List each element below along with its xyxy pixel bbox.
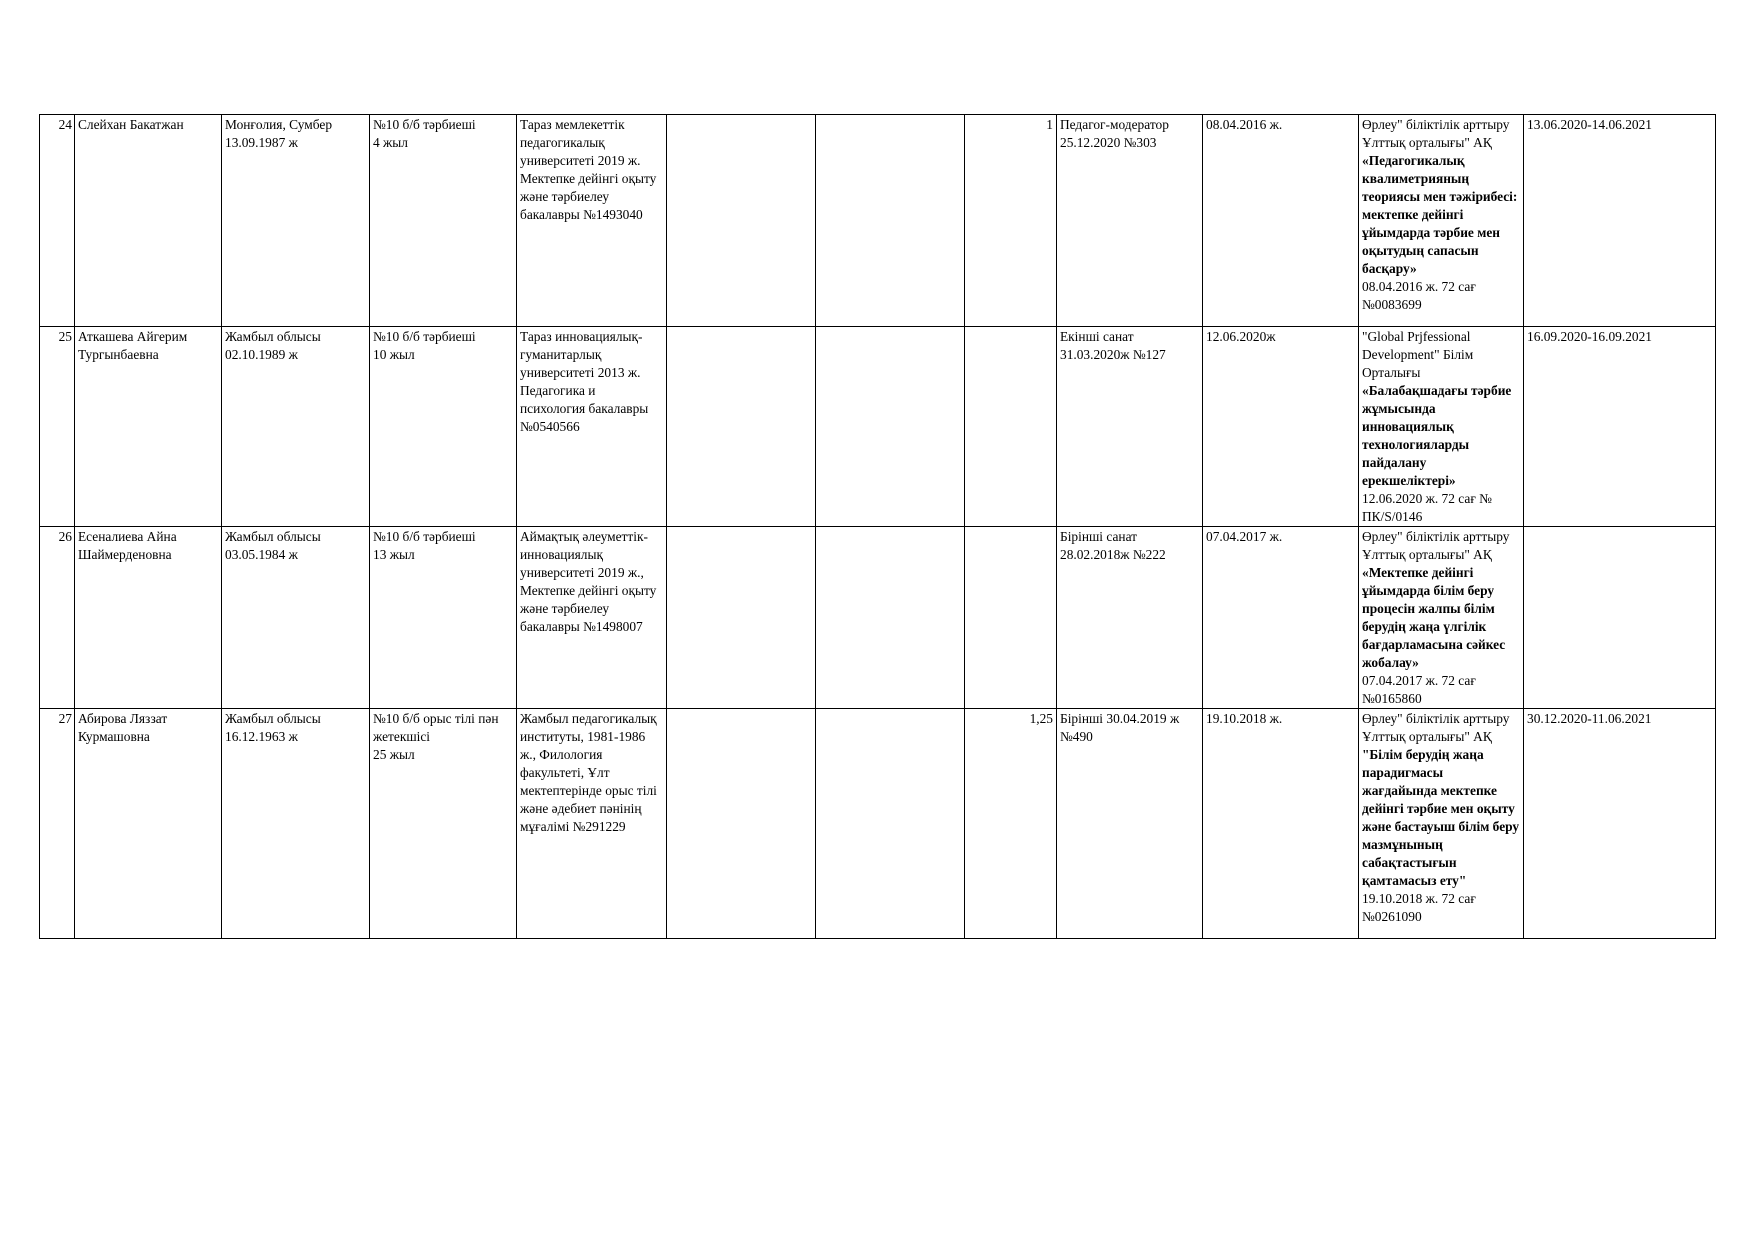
- table-row: [40, 709, 1716, 939]
- birth-place: Монғолия, Сумбер: [225, 117, 333, 132]
- category: Педагог-модератор 25.12.2020 №303: [1057, 115, 1203, 327]
- course-org: Өрлеу" біліктілік арттыру Ұлттық орталығы" АҚ: [1362, 117, 1510, 150]
- workload-rate: 1: [965, 115, 1057, 327]
- education: Аймақтық әлеуметтік-инновациялық университеті 2019 ж., Мектепке дейінгі оқыту және тәрбиелеу бакалавры №1498007: [517, 527, 667, 709]
- workload-rate: 1,25: [965, 709, 1057, 939]
- course-cell: [1359, 115, 1524, 327]
- birth-place: Жамбыл облысы: [225, 329, 321, 344]
- education: Тараз инновациялық-гуманитарлық университеті 2013 ж. Педагогика и психология бакалавры №0540566: [517, 327, 667, 527]
- course-cell: [1359, 527, 1524, 709]
- course-title: «Мектепке дейінгі ұйымдарда білім беру процесін жалпы білім берудің жаңа үлгілік бағдарламасына сәйкес жобалау»: [1362, 565, 1506, 670]
- course-period: 30.12.2020-11.06.2021: [1524, 709, 1716, 939]
- full-name: Слейхан Бакатжан: [75, 115, 222, 327]
- course-title: «Педагогикалық квалиметрияның теориясы мен тәжірибесі: мектепке дейінгі ұйымдарда тәрбие мен оқытудың сапасын басқару»: [1362, 153, 1518, 276]
- experience: 4 жыл: [373, 135, 408, 150]
- empty-cell: [816, 327, 965, 527]
- row-number: 26: [40, 527, 75, 709]
- position: №10 б/б орыс тілі пән жетекшісі: [373, 711, 499, 744]
- full-name: Есеналиева Айна Шаймерденовна: [75, 527, 222, 709]
- empty-cell: [667, 115, 816, 327]
- birth-date: 02.10.1989 ж: [225, 347, 298, 362]
- course-org: Өрлеу" біліктілік арттыру Ұлттық орталығы" АҚ: [1362, 711, 1510, 744]
- experience: 25 жыл: [373, 747, 415, 762]
- course-title: «Балабақшадағы тәрбие жұмысында инновациялық технологияларды пайдалану ерекшеліктері»: [1362, 383, 1512, 488]
- full-name: Абирова Ляззат Курмашовна: [75, 709, 222, 939]
- empty-cell: [816, 709, 965, 939]
- education: Тараз мемлекеттік педагогикалық университеті 2019 ж. Мектепке дейінгі оқыту және тәрбиелеу бакалавры №1493040: [517, 115, 667, 327]
- attestation-date: 07.04.2017 ж.: [1203, 527, 1359, 709]
- course-details: 08.04.2016 ж. 72 сағ №0083699: [1362, 279, 1476, 312]
- birth-cell: [222, 709, 370, 939]
- attestation-date: 08.04.2016 ж.: [1203, 115, 1359, 327]
- birth-cell: [222, 327, 370, 527]
- category: Бірінші 30.04.2019 ж №490: [1057, 709, 1203, 939]
- empty-cell: [667, 527, 816, 709]
- birth-date: 03.05.1984 ж: [225, 547, 298, 562]
- course-org: "Global Prjfessional Development" Білім Орталығы: [1362, 329, 1474, 380]
- course-period: 16.09.2020-16.09.2021: [1524, 327, 1716, 527]
- table-row: [40, 115, 1716, 327]
- attestation-date: 12.06.2020ж: [1203, 327, 1359, 527]
- row-number: 25: [40, 327, 75, 527]
- course-org: Өрлеу" біліктілік арттыру Ұлттық орталығы" АҚ: [1362, 529, 1510, 562]
- course-details: 12.06.2020 ж. 72 сағ № ПК/S/0146: [1362, 491, 1492, 524]
- attestation-date: 19.10.2018 ж.: [1203, 709, 1359, 939]
- course-details: 07.04.2017 ж. 72 сағ №0165860: [1362, 673, 1476, 706]
- row-number: 24: [40, 115, 75, 327]
- empty-cell: [816, 527, 965, 709]
- position-cell: [370, 327, 517, 527]
- workload-rate: [965, 527, 1057, 709]
- position-cell: [370, 527, 517, 709]
- empty-cell: [816, 115, 965, 327]
- position: №10 б/б тәрбиеші: [373, 329, 476, 344]
- birth-place: Жамбыл облысы: [225, 529, 321, 544]
- position: №10 б/б тәрбиеші: [373, 117, 476, 132]
- row-number: 27: [40, 709, 75, 939]
- table-row: [40, 527, 1716, 709]
- course-period: 13.06.2020-14.06.2021: [1524, 115, 1716, 327]
- birth-date: 16.12.1963 ж: [225, 729, 298, 744]
- table-row: [40, 327, 1716, 527]
- course-cell: [1359, 709, 1524, 939]
- experience: 13 жыл: [373, 547, 415, 562]
- course-period: [1524, 527, 1716, 709]
- education: Жамбыл педагогикалық институты, 1981-1986 ж., Филология факультеті, Ұлт мектептерінде орыс тілі және әдебиет пәнінің мұғалімі №291229: [517, 709, 667, 939]
- birth-date: 13.09.1987 ж: [225, 135, 298, 150]
- course-cell: [1359, 327, 1524, 527]
- birth-place: Жамбыл облысы: [225, 711, 321, 726]
- birth-cell: [222, 527, 370, 709]
- position-cell: [370, 709, 517, 939]
- category: Бірінші санат 28.02.2018ж №222: [1057, 527, 1203, 709]
- workload-rate: [965, 327, 1057, 527]
- full-name: Аткашева Айгерим Тургынбаевна: [75, 327, 222, 527]
- position-cell: [370, 115, 517, 327]
- course-title: "Білім берудің жаңа парадигмасы жағдайында мектепке дейінгі тәрбие мен оқыту және бастауыш білім беру мазмұнының сабақтастығын қамтамасыз ету": [1362, 747, 1520, 888]
- course-details: 19.10.2018 ж. 72 сағ №0261090: [1362, 891, 1476, 924]
- position: №10 б/б тәрбиеші: [373, 529, 476, 544]
- experience: 10 жыл: [373, 347, 415, 362]
- staff-table: [39, 114, 1716, 939]
- empty-cell: [667, 709, 816, 939]
- birth-cell: [222, 115, 370, 327]
- empty-cell: [667, 327, 816, 527]
- category: Екінші санат 31.03.2020ж №127: [1057, 327, 1203, 527]
